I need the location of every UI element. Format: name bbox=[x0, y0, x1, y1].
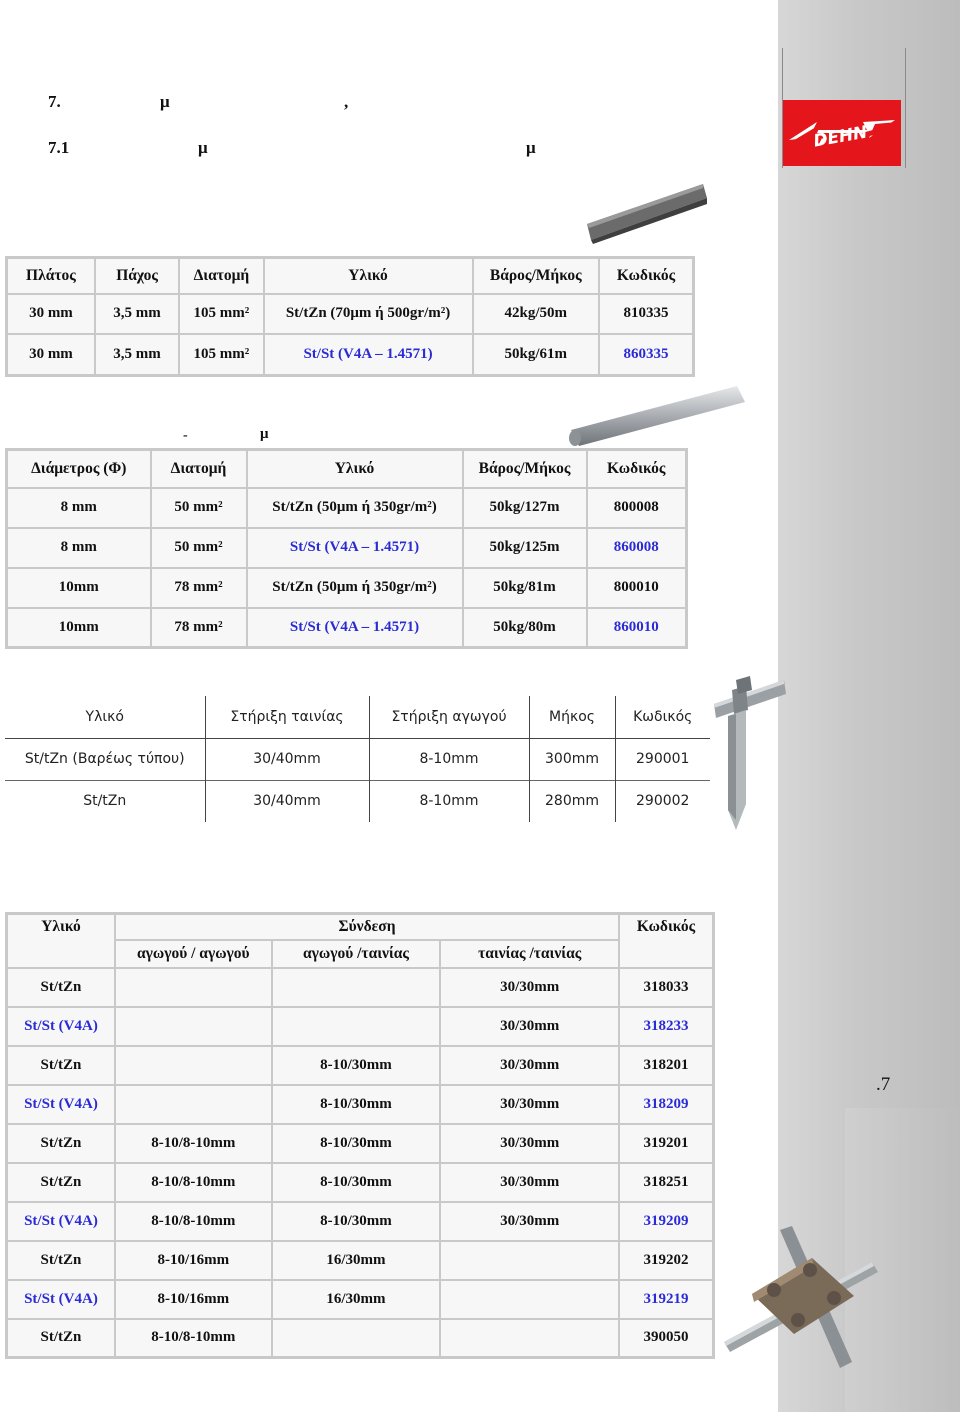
table-header: Υλικό bbox=[264, 258, 473, 294]
table-header: Πάχος bbox=[95, 258, 179, 294]
table-cell: 318209 bbox=[619, 1085, 713, 1124]
table-header: Σύνδεση bbox=[115, 914, 619, 940]
table-cell: 319209 bbox=[619, 1202, 713, 1241]
strip-table bbox=[5, 256, 695, 377]
clamp-table bbox=[5, 912, 715, 1359]
table-cell: 8-10/16mm bbox=[115, 1241, 272, 1280]
table-cell bbox=[115, 1007, 272, 1046]
table-cell: 42kg/50m bbox=[473, 294, 600, 334]
table-row bbox=[7, 1319, 714, 1358]
support-table bbox=[5, 696, 710, 822]
table-row bbox=[7, 488, 687, 528]
table-header: Πλάτος bbox=[7, 258, 95, 294]
table-cell: St/St (V4A – 1.4571) bbox=[247, 528, 463, 568]
table-cell: 78 mm² bbox=[151, 568, 247, 608]
table-cell: 30/30mm bbox=[440, 1046, 619, 1085]
table-cell: 8-10/30mm bbox=[272, 1124, 441, 1163]
table-cell: St/tZn bbox=[7, 1163, 115, 1202]
table-cell: 105 mm² bbox=[179, 294, 263, 334]
table-cell: St/tZn bbox=[5, 780, 205, 822]
dehn-logo bbox=[783, 100, 901, 166]
table-cell: St/tZn (70μm ή 500gr/m²) bbox=[264, 294, 473, 334]
table-cell bbox=[272, 1007, 441, 1046]
table-cell bbox=[115, 1046, 272, 1085]
table-header: Στήριξη αγωγού bbox=[369, 696, 529, 738]
table-cell bbox=[272, 968, 441, 1007]
table-cell: St/St (V4A – 1.4571) bbox=[264, 334, 473, 376]
table-cell: 50kg/61m bbox=[473, 334, 600, 376]
table-cell: St/St (V4A) bbox=[7, 1202, 115, 1241]
table-cell: 8-10/30mm bbox=[272, 1202, 441, 1241]
table-cell: 30/40mm bbox=[205, 738, 369, 780]
table-cell: 105 mm² bbox=[179, 334, 263, 376]
table-cell: 8 mm bbox=[7, 528, 151, 568]
table-cell bbox=[115, 1085, 272, 1124]
table-header: Υλικό bbox=[7, 914, 115, 968]
table-cell: 800010 bbox=[587, 568, 687, 608]
subsection-number: 7.1 bbox=[48, 138, 70, 157]
table-cell: 300mm bbox=[529, 738, 615, 780]
table-row bbox=[7, 1046, 714, 1085]
table-cell: 860010 bbox=[587, 608, 687, 648]
table-cell: 860335 bbox=[599, 334, 693, 376]
heading-glyph: μ bbox=[198, 138, 208, 157]
table-cell: St/tZn bbox=[7, 1046, 115, 1085]
table-header: Στήριξη ταινίας bbox=[205, 696, 369, 738]
table-cell: St/tZn bbox=[7, 968, 115, 1007]
table-cell: St/tZn bbox=[7, 1241, 115, 1280]
table-cell: 8 mm bbox=[7, 488, 151, 528]
table-cell: 800008 bbox=[587, 488, 687, 528]
table-cell: 50kg/81m bbox=[463, 568, 587, 608]
subheading-dash: - bbox=[183, 428, 188, 443]
table-cell: 30 mm bbox=[7, 334, 95, 376]
table-header: Βάρος/Μήκος bbox=[473, 258, 600, 294]
table-subheader: ταινίας /ταινίας bbox=[440, 940, 619, 968]
table-cell: St/tZn (Βαρέως τύπου) bbox=[5, 738, 205, 780]
table-cell: 30/30mm bbox=[440, 1202, 619, 1241]
table-cell: 280mm bbox=[529, 780, 615, 822]
table-row bbox=[5, 780, 710, 822]
table-cell: 319201 bbox=[619, 1124, 713, 1163]
table-header: Διατομή bbox=[151, 450, 247, 488]
table-cell: 290002 bbox=[615, 780, 710, 822]
table-row bbox=[5, 738, 710, 780]
table-cell: 8-10mm bbox=[369, 780, 529, 822]
table-cell: 30/30mm bbox=[440, 968, 619, 1007]
table-header: Υλικό bbox=[247, 450, 463, 488]
table-subheader: αγωγού /ταινίας bbox=[272, 940, 441, 968]
table-row bbox=[7, 1085, 714, 1124]
table-cell: 16/30mm bbox=[272, 1280, 441, 1319]
table-cell bbox=[440, 1280, 619, 1319]
table-cell: St/tZn bbox=[7, 1124, 115, 1163]
table-cell bbox=[440, 1319, 619, 1358]
heading-comma: , bbox=[344, 92, 349, 111]
table-row bbox=[7, 1241, 714, 1280]
table-cell: 16/30mm bbox=[272, 1241, 441, 1280]
heading-glyph: μ bbox=[526, 138, 536, 157]
table-cell: 8-10mm bbox=[369, 738, 529, 780]
table-cell: 50 mm² bbox=[151, 488, 247, 528]
heading-glyph: μ bbox=[160, 92, 170, 111]
table-cell: 8-10/30mm bbox=[272, 1085, 441, 1124]
table-row bbox=[7, 1163, 714, 1202]
table-cell: 8-10/8-10mm bbox=[115, 1319, 272, 1358]
sidebar-divider-right bbox=[905, 48, 906, 168]
table-header: Κωδικός bbox=[633, 708, 693, 725]
table-cell bbox=[272, 1319, 441, 1358]
table-cell: 50 mm² bbox=[151, 528, 247, 568]
table-cell: 10mm bbox=[7, 568, 151, 608]
table-cell: St/tZn bbox=[7, 1319, 115, 1358]
table-cell: 30/30mm bbox=[440, 1163, 619, 1202]
table-cell bbox=[440, 1241, 619, 1280]
rod-table bbox=[5, 448, 688, 649]
table-cell: 30 mm bbox=[7, 294, 95, 334]
table-row bbox=[7, 1280, 714, 1319]
table-cell: 810335 bbox=[599, 294, 693, 334]
svg-text:DEHN: DEHN bbox=[812, 122, 869, 152]
table-cell: 30/30mm bbox=[440, 1007, 619, 1046]
support-spike-image bbox=[706, 670, 788, 835]
round-rod-image bbox=[565, 380, 750, 450]
table-cell: St/St (V4A) bbox=[7, 1085, 115, 1124]
table-cell: 8-10/16mm bbox=[115, 1280, 272, 1319]
table-header: Υλικό bbox=[5, 696, 205, 738]
table-cell: 8-10/30mm bbox=[272, 1046, 441, 1085]
table-cell: 318233 bbox=[619, 1007, 713, 1046]
table-cell: 319202 bbox=[619, 1241, 713, 1280]
table-cell: 8-10/8-10mm bbox=[115, 1124, 272, 1163]
table-cell: 30/40mm bbox=[205, 780, 369, 822]
table-cell: 318201 bbox=[619, 1046, 713, 1085]
table-header: Κωδικός bbox=[599, 258, 693, 294]
table-row bbox=[7, 334, 694, 376]
table-cell: 3,5 mm bbox=[95, 334, 179, 376]
table-row bbox=[7, 968, 714, 1007]
table-cell: St/St (V4A – 1.4571) bbox=[247, 608, 463, 648]
table-subheader: αγωγού / αγωγού bbox=[115, 940, 272, 968]
table-cell: St/St (V4A) bbox=[7, 1007, 115, 1046]
table-row bbox=[7, 1202, 714, 1241]
cross-clamp-image bbox=[722, 1222, 882, 1372]
table-header: Βάρος/Μήκος bbox=[463, 450, 587, 488]
table-row bbox=[7, 608, 687, 648]
table-cell: 8-10/8-10mm bbox=[115, 1163, 272, 1202]
table-cell: 319219 bbox=[619, 1280, 713, 1319]
table-cell bbox=[115, 968, 272, 1007]
table-cell: 50kg/127m bbox=[463, 488, 587, 528]
page-number: .7 bbox=[876, 1074, 891, 1095]
table-cell: 3,5 mm bbox=[95, 294, 179, 334]
table-cell: St/tZn (50μm ή 350gr/m²) bbox=[247, 568, 463, 608]
table-cell: 8-10/30mm bbox=[272, 1163, 441, 1202]
table-cell: 8-10/8-10mm bbox=[115, 1202, 272, 1241]
table-row bbox=[7, 528, 687, 568]
table-header: Διατομή bbox=[179, 258, 263, 294]
section-number: 7. bbox=[48, 92, 61, 111]
table-cell: 290001 bbox=[615, 738, 710, 780]
table-cell: St/tZn (50μm ή 350gr/m²) bbox=[247, 488, 463, 528]
table-cell: St/St (V4A) bbox=[7, 1280, 115, 1319]
table-header: Κωδικός bbox=[619, 914, 713, 968]
table-row bbox=[7, 294, 694, 334]
table-cell: 30/30mm bbox=[440, 1124, 619, 1163]
table-row bbox=[7, 1124, 714, 1163]
table-row bbox=[7, 568, 687, 608]
table-cell: 318033 bbox=[619, 968, 713, 1007]
table-cell: 30/30mm bbox=[440, 1085, 619, 1124]
table-cell: 50kg/125m bbox=[463, 528, 587, 568]
table-cell: 860008 bbox=[587, 528, 687, 568]
subheading-glyph: μ bbox=[260, 426, 269, 442]
table-header: Μήκος bbox=[529, 696, 615, 738]
table-cell: 318251 bbox=[619, 1163, 713, 1202]
steel-strip-image bbox=[585, 182, 710, 262]
table-cell: 10mm bbox=[7, 608, 151, 648]
table-header: Διάμετρος (Φ) bbox=[7, 450, 151, 488]
table-cell: 50kg/80m bbox=[463, 608, 587, 648]
table-cell: 390050 bbox=[619, 1319, 713, 1358]
table-header: Κωδικός bbox=[587, 450, 687, 488]
table-row bbox=[7, 1007, 714, 1046]
table-cell: 78 mm² bbox=[151, 608, 247, 648]
